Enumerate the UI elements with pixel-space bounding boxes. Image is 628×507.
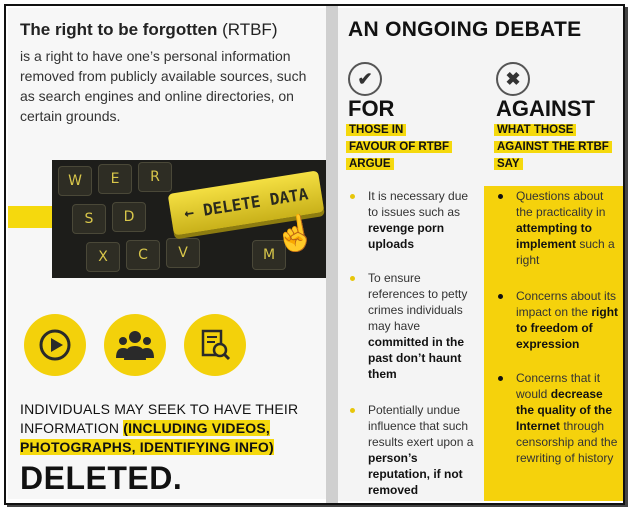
for-point: It is necessary due to issues such as revenge porn uploads bbox=[368, 189, 469, 251]
against-point: Questions about the practicality in attempting to implement such a right bbox=[516, 189, 615, 267]
key: M bbox=[252, 240, 286, 270]
against-point: Concerns about its impact on the right to freedom of expression bbox=[516, 289, 619, 351]
key: X bbox=[86, 242, 120, 272]
keyboard-image bbox=[52, 160, 326, 278]
bullet-dot bbox=[350, 408, 355, 413]
deleted-heading: DELETED. bbox=[20, 460, 183, 496]
against-point: Concerns that it would decrease the quality of the Internet through censorship and the rewriting of history bbox=[516, 371, 618, 465]
bullet-dot bbox=[350, 194, 355, 199]
key: S bbox=[72, 204, 106, 234]
key: C bbox=[126, 240, 160, 270]
rtbf-panel bbox=[8, 8, 326, 499]
against-subheading: WHAT THOSE AGAINST THE RTBF SAY bbox=[494, 122, 612, 173]
rtbf-title: The right to be forgotten (RTBF) bbox=[20, 20, 278, 39]
check-icon: ✔ bbox=[348, 62, 382, 96]
against-heading: AGAINST bbox=[496, 96, 595, 121]
debate-panel bbox=[338, 8, 623, 501]
cross-icon: ✖ bbox=[496, 62, 530, 96]
key: W bbox=[58, 166, 92, 196]
infographic-frame bbox=[4, 4, 625, 505]
document-search-icon bbox=[184, 314, 246, 376]
for-subheading: THOSE IN FAVOUR OF RTBF ARGUE bbox=[346, 122, 452, 173]
key: D bbox=[112, 202, 146, 232]
for-point: To ensure references to petty crimes individuals may have committed in the past don’t haunt them bbox=[368, 271, 468, 381]
seek-text: INDIVIDUALS MAY SEEK TO HAVE THEIR INFORMATION (INCLUDING VIDEOS, PHOTOGRAPHS, IDENTIFYING INFO) bbox=[20, 401, 299, 455]
key: E bbox=[98, 164, 132, 194]
panel-divider bbox=[326, 6, 338, 503]
bullet-dot bbox=[498, 376, 503, 381]
rtbf-intro: is a right to have one’s personal information removed from publicly available sources, such as search engines and online directories, on certain grounds. bbox=[20, 48, 307, 124]
key: V bbox=[166, 238, 200, 268]
for-point: Potentially undue influence that such results exert upon a person’s reputation, if not removed bbox=[368, 403, 474, 497]
play-icon bbox=[24, 314, 86, 376]
delete-data-key: ← DELETE DATA bbox=[168, 170, 325, 235]
for-heading: FOR bbox=[348, 96, 395, 121]
bullet-dot bbox=[350, 276, 355, 281]
debate-title: AN ONGOING DEBATE bbox=[348, 18, 582, 41]
people-icon bbox=[104, 314, 166, 376]
bullet-dot bbox=[498, 294, 503, 299]
bullet-dot bbox=[498, 194, 503, 199]
key: R bbox=[138, 162, 172, 192]
hand-cursor-icon: ☝ bbox=[271, 211, 320, 257]
